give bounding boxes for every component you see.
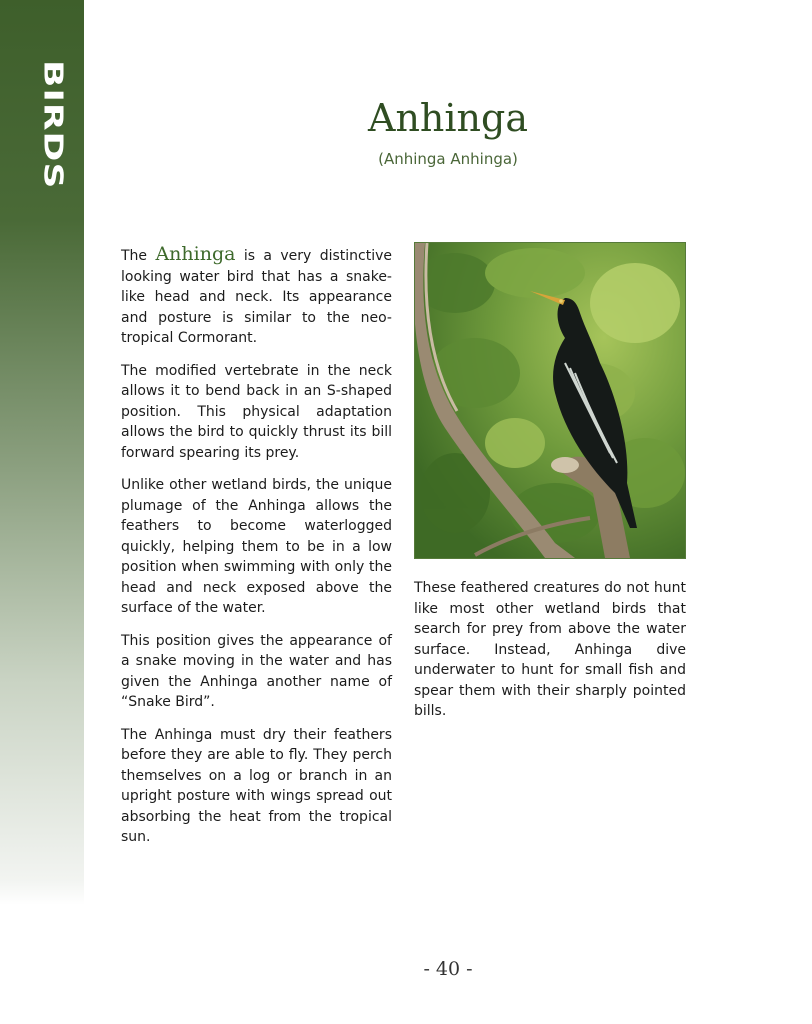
paragraph-6: These feathered creatures do not hunt like most other wetland birds that search for prey from above the water surface. Instead, Anhinga dive underwater to hunt for small fish and spear them with their sharply pointed bills. — [414, 580, 686, 719]
bird-name-highlight: Anhinga — [155, 243, 236, 265]
right-text-column — [414, 578, 686, 734]
paragraph-5: The Anhinga must dry their feathers before they are able to fly. They perch themselves on a log or branch in an upright posture with wings spread out absorbing the heat from the tropical sun. — [121, 726, 392, 845]
scientific-name: (Anhinga Anhinga) — [378, 150, 518, 168]
page-title: Anhinga — [368, 96, 528, 140]
anhinga-photo-illustration — [415, 243, 685, 558]
paragraph-4: This position gives the appearance of a snake moving in the water and has given the Anhinga another name of “Snake Bird”. — [121, 632, 392, 710]
anhinga-photo — [414, 242, 686, 559]
paragraph-3: Unlike other wetland birds, the unique plumage of the Anhinga allows the feathers to become waterlogged quickly, helping them to be in a low position when swimming with only the head and neck exposed above the surface of the water. — [121, 477, 392, 616]
paragraph-1 — [121, 244, 392, 349]
page-number: - 40 - — [423, 958, 473, 980]
paragraph-1-prefix: The — [121, 248, 148, 264]
paragraph-2: The modified vertebrate in the neck allows it to bend back in an S-shaped position. This physical adaptation allows the bird to quickly thrust its bill forward spearing its prey. — [121, 362, 392, 461]
paragraph-1-text: is a very distinctive looking water bird that has a snake-like head and neck. Its appearance and posture is similar to the neo-tropical Cormorant. — [121, 248, 392, 346]
left-text-column — [121, 244, 392, 860]
section-label: BIRDS — [38, 60, 68, 190]
